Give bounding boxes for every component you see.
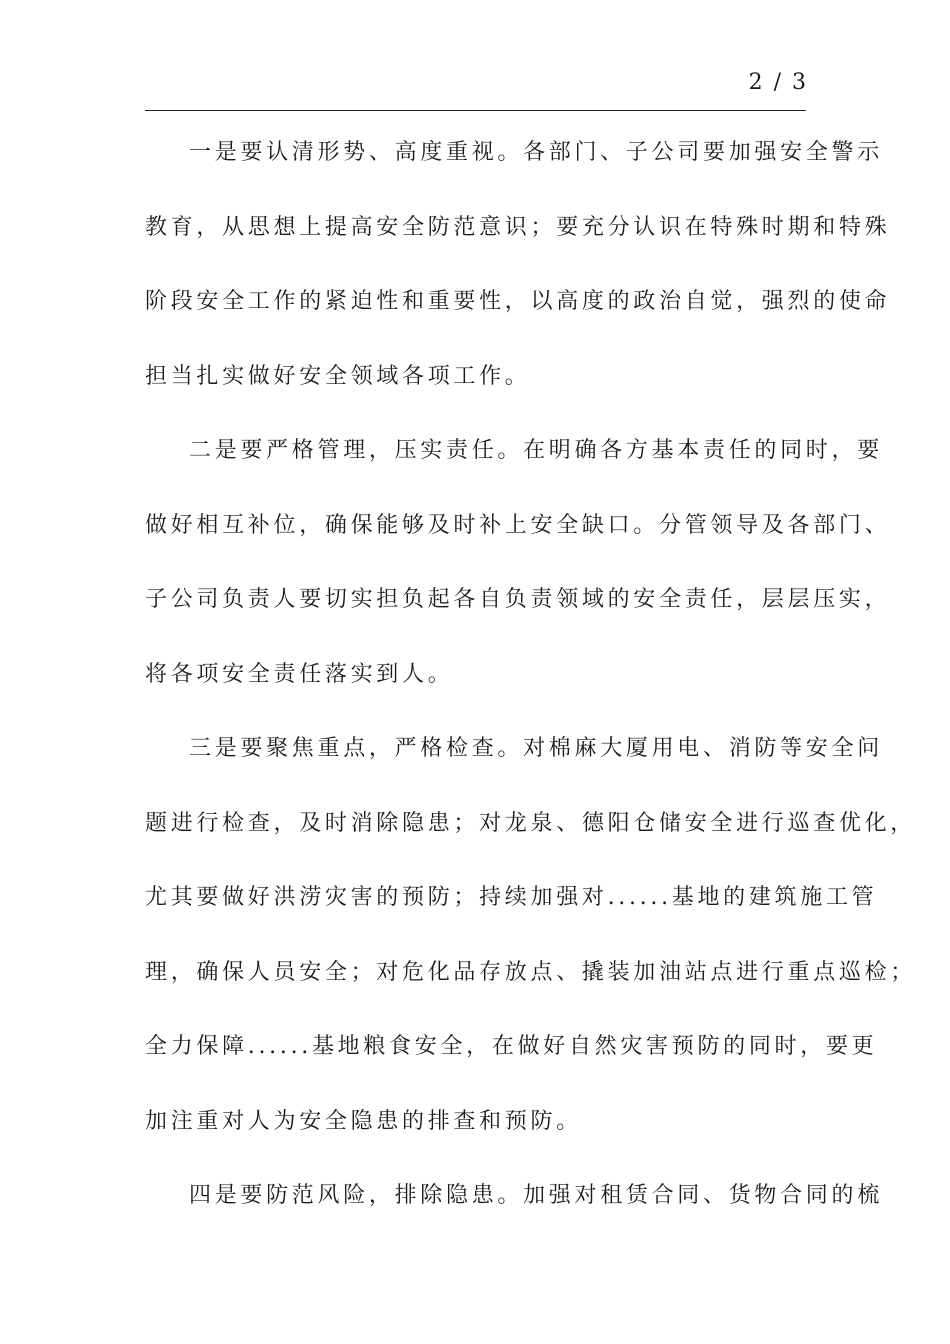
text-line: 阶段安全工作的紧迫性和重要性，以高度的政治自觉，强烈的使命: [145, 289, 891, 314]
document-body: [145, 116, 917, 1234]
text-line: 担当扎实做好安全领域各项工作。: [145, 363, 531, 389]
text-line: 三是要聚焦重点，严格检查。对棉麻大厦用电、消防等安全问: [189, 736, 883, 761]
text-line: 一是要认清形势、高度重视。各部门、子公司要加强安全警示: [189, 140, 883, 165]
page-number: 2 / 3: [748, 70, 808, 95]
text-line: 四是要防范风险，排除隐患。加强对租赁合同、货物合同的梳: [189, 1183, 883, 1208]
text-line: 加注重对人为安全隐患的排查和预防。: [145, 1108, 582, 1134]
text-line: 题进行检查，及时消除隐患；对龙泉、德阳仓储安全进行巡查优化，: [145, 810, 917, 836]
text-line: 二是要严格管理，压实责任。在明确各方基本责任的同时，要: [189, 438, 883, 463]
text-line: 全力保障......基地粮食安全，在做好自然灾害预防的同时，要更: [145, 1034, 878, 1059]
text-line: 子公司负责人要切实担负起各自负责领域的安全责任，层层压实，: [145, 587, 891, 612]
header-divider: [145, 110, 806, 111]
text-line: 做好相互补位，确保能够及时补上安全缺口。分管领导及各部门、: [145, 512, 891, 538]
text-line: 理，确保人员安全；对危化品存放点、撬装加油站点进行重点巡检；: [145, 959, 917, 985]
text-line: 将各项安全责任落实到人。: [145, 661, 454, 687]
text-line: 尤其要做好洪涝灾害的预防；持续加强对......基地的建筑施工管: [145, 885, 878, 910]
text-line: 教育，从思想上提高安全防范意识；要充分认识在特殊时期和特殊: [145, 214, 891, 240]
